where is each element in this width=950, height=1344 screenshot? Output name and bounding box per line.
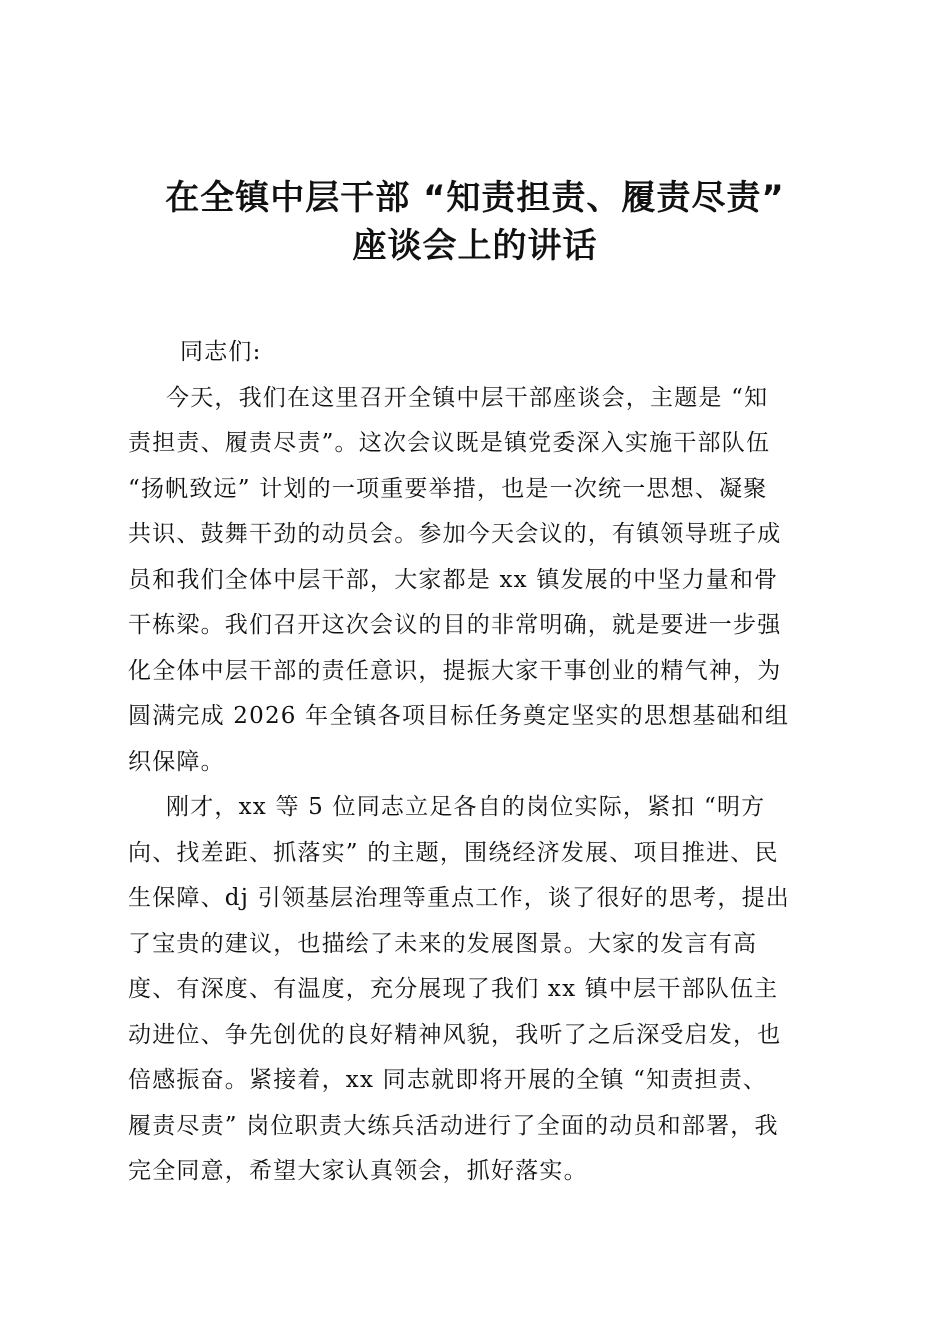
paragraph-line: 共识、鼓舞干劲的动员会。参加今天会议的，有镇领导班子成 — [128, 521, 782, 547]
document-body — [128, 330, 830, 1195]
paragraph-line: 度、有深度、有温度，充分展现了我们 xx 镇中层干部队伍主 — [128, 976, 779, 1002]
paragraph-line: “扬帆致远” 计划的一项重要举措，也是一次统一思想、凝聚 — [128, 475, 768, 502]
paragraph-line: 织保障。 — [128, 748, 225, 775]
document-title-line-2: 座谈会上的讲话 — [352, 226, 598, 266]
paragraph-2 — [128, 785, 830, 1195]
paragraph-line: 责担责、履责尽责”。这次会议既是镇党委深入实施干部队伍 — [128, 430, 771, 456]
paragraph-line: 今天，我们在这里召开全镇中层干部座谈会，主题是 “知 — [166, 384, 769, 411]
document-title-line-1: 在全镇中层干部 “知责担责、履责尽责” — [165, 178, 785, 218]
salutation: 同志们: — [180, 339, 262, 365]
paragraph-line: 了宝贵的建议，也描绘了未来的发展图景。大家的发言有高 — [128, 930, 758, 957]
paragraph-line: 向、找差距、抓落实” 的主题，围绕经济发展、项目推进、民 — [128, 839, 779, 866]
paragraph-line: 动进位、争先创优的良好精神风貌，我听了之后深受启发，也 — [128, 1021, 782, 1048]
paragraph-line: 刚才，xx 等 5 位同志立足各自的岗位实际，紧扣 “明方 — [166, 794, 766, 820]
paragraph-line: 完全同意，希望大家认真领会，抓好落实。 — [128, 1158, 588, 1184]
paragraph-line: 生保障、dj 引领基层治理等重点工作，谈了很好的思考，提出 — [128, 885, 790, 911]
paragraph-1 — [128, 376, 830, 786]
paragraph-line: 履责尽责” 岗位职责大练兵活动进行了全面的动员和部署，我 — [128, 1112, 779, 1139]
paragraph-line: 员和我们全体中层干部，大家都是 xx 镇发展的中坚力量和骨 — [128, 566, 779, 593]
paragraph-line: 干栋梁。我们召开这次会议的目的非常明确，就是要进一步强 — [128, 612, 782, 638]
paragraph-line: 倍感振奋。紧接着，xx 同志就即将开展的全镇 “知责担责、 — [128, 1067, 768, 1093]
paragraph-line: 圆满完成 2026 年全镇各项目标任务奠定坚实的思想基础和组 — [128, 703, 790, 729]
paragraph-line: 化全体中层干部的责任意识，提振大家干事创业的精气神，为 — [128, 657, 782, 684]
